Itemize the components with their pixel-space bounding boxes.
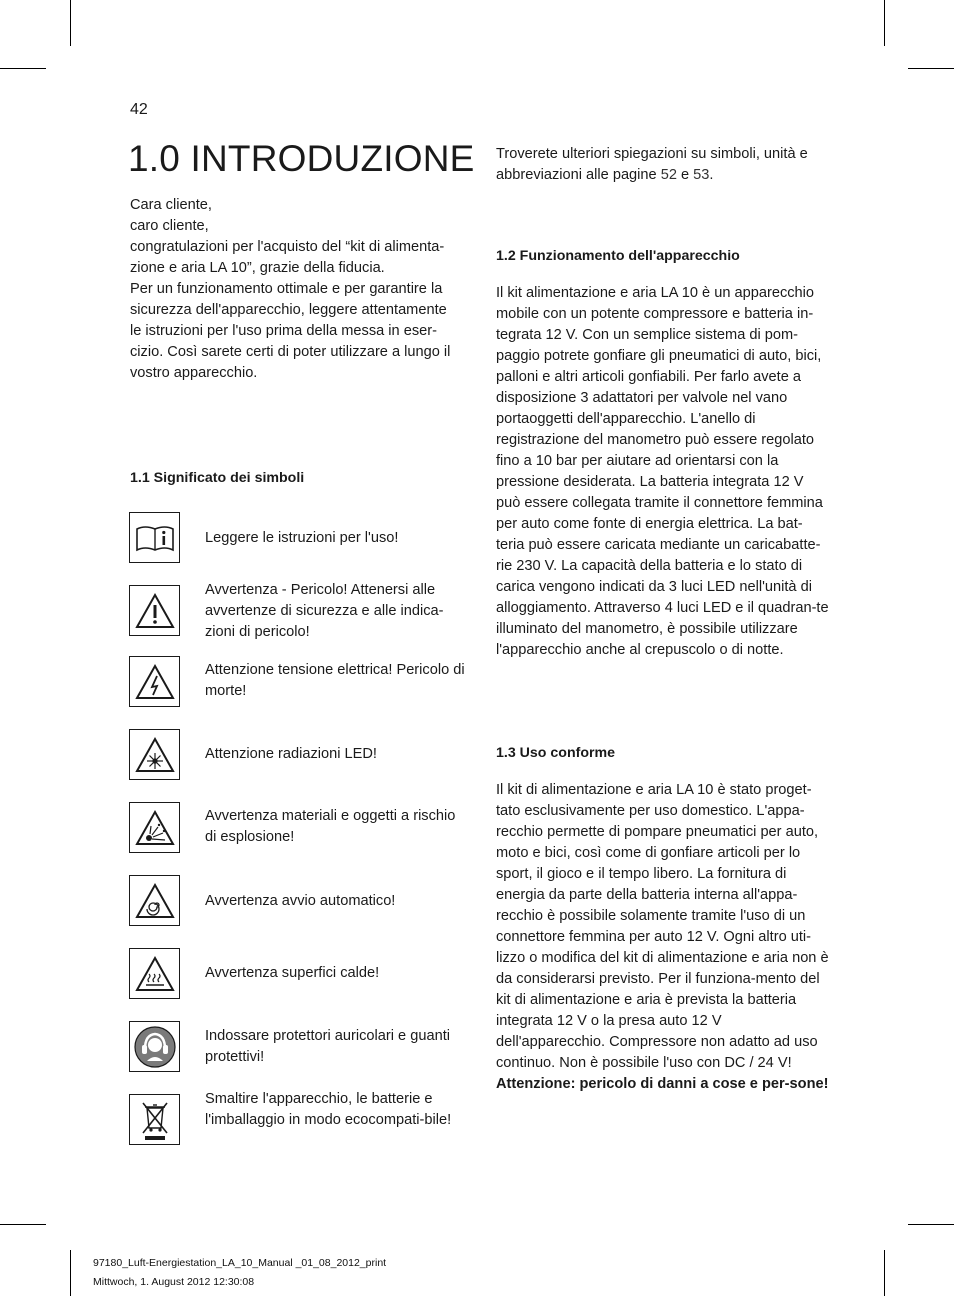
page-reference-link[interactable]: 52 xyxy=(660,167,677,183)
references-note xyxy=(496,144,830,186)
section-heading-function: 1.2 Funzionamento dell'apparecchio xyxy=(496,248,740,264)
intro-paragraph: congratulazioni per l'acquisto del “kit di alimenta-zione e aria LA 10”, grazie della fiducia. xyxy=(130,239,445,276)
symbol-row xyxy=(129,875,469,927)
crop-mark xyxy=(70,0,71,46)
page-title: 1.0 INTRODUZIONE xyxy=(128,138,475,179)
hot-surface-icon xyxy=(129,948,180,999)
function-body: Il kit alimentazione e aria LA 10 è un apparecchio mobile con un potente compressore e batteria in-tegrata 12 V. Con un semplice sistema di pom-paggio potrete gonfiare gli pneumatici di auto, bici, palloni e altri articoli gonfiabili. Per farlo avete a disposizione 3 adattatori per valvole nel vano portaoggetti dell'apparecchio. L'anello di registrazione del manometro può essere regolato fino a 10 bar per aiutare ad orientarsi con la pressione desiderata. La batteria integrata 12 V può essere collegata tramite il connettore femmina per auto come fonte di energia elettrica. La bat-teria può essere caricata mediante un caricabatte-rie 230 V. La capacità della batteria e lo stato di carica vengono indicati da 3 luci LED nell'unità di alloggiamento. Attraverso 4 luci LED e il quadran-te illuminato del manometro, è possibile utilizzare l'apparecchio anche al crepuscolo o di notte. xyxy=(496,285,829,658)
footer-timestamp: Mittwoch, 1. August 2012 12:30:08 xyxy=(93,1276,255,1288)
crop-mark xyxy=(70,1250,71,1296)
greeting-line: Cara cliente, xyxy=(130,197,212,213)
warning-text: Attenzione: pericolo di danni a cose e per-sone! xyxy=(496,1076,829,1092)
explosion-icon xyxy=(129,802,180,853)
crop-mark xyxy=(0,68,46,69)
symbol-description: Attenzione radiazioni LED! xyxy=(205,746,377,762)
symbol-description: Attenzione tensione elettrica! Pericolo di morte! xyxy=(205,662,465,699)
use-body xyxy=(496,780,830,1095)
crop-mark xyxy=(0,1224,46,1225)
references-text: . xyxy=(709,167,714,183)
symbol-row xyxy=(129,1021,469,1073)
references-text: e xyxy=(676,167,694,183)
symbol-description: Avvertenza materiali e oggetti a rischio di esplosione! xyxy=(205,808,456,845)
symbol-description: Smaltire l'apparecchio, le batterie e l'imballaggio in modo ecocompati-bile! xyxy=(205,1091,452,1128)
section-heading-symbols: 1.1 Significato dei simboli xyxy=(130,470,305,486)
symbol-row xyxy=(129,802,469,854)
crop-mark xyxy=(908,1224,954,1225)
footer-filename: 97180_Luft-Energiestation_LA_10_Manual _01_08_2012_print xyxy=(93,1257,387,1269)
symbol-description: Leggere le istruzioni per l'uso! xyxy=(205,530,399,546)
symbol-row xyxy=(129,729,469,781)
led-radiation-icon xyxy=(129,729,180,780)
symbol-row xyxy=(129,512,469,564)
page-number: 42 xyxy=(130,101,148,118)
page-reference-link[interactable]: 53 xyxy=(693,167,710,183)
symbol-row xyxy=(129,656,469,708)
symbol-description: Indossare protettori auricolari e guanti protettivi! xyxy=(205,1028,450,1065)
use-paragraph: Il kit di alimentazione e aria LA 10 è stato proget-tato esclusivamente per uso domestico. L'appa-recchio permette di pompare pneumatici per auto, moto e bici, così come di gonfiare articoli per lo sport, il gioco e il tempo libero. La fornitura di energia da parte della batteria interna all'appa-recchio è possibile solamente tramite l'uso di un connettore femmina per auto 12 V. Ogni altro uti-lizzo o modifica del kit di alimentazione e aria non è da considerarsi previsto. Per il funziona-mento del kit di alimentazione e aria è prevista la batteria integrata 12 V o la presa auto 12 V dell'apparecchio. Compressore non adatto ad uso continuo. Non è possibile l'uso con DC / 24 V! xyxy=(496,782,829,1071)
symbol-description: Avvertenza - Pericolo! Attenersi alle avvertenze di sicurezza e alle indica-zioni di pericolo! xyxy=(205,582,444,640)
greeting-line: caro cliente, xyxy=(130,218,209,234)
crop-mark xyxy=(908,68,954,69)
warning-exclamation-icon xyxy=(129,585,180,636)
references-text: Troverete ulteriori spiegazioni su simboli, unità e abbreviazioni alle pagine xyxy=(496,146,808,183)
crossed-bin-icon xyxy=(129,1094,180,1145)
crop-mark xyxy=(884,0,885,46)
intro-text xyxy=(130,195,460,384)
symbol-description: Avvertenza avvio automatico! xyxy=(205,893,396,909)
symbol-row xyxy=(129,1091,469,1146)
intro-paragraph: Per un funzionamento ottimale e per garantire la sicurezza dell'apparecchio, leggere attentamente le istruzioni per l'uso prima della messa in eser-cizio. Così sarete certi di poter utilizzare a lungo il vostro apparecchio. xyxy=(130,281,451,381)
manual-info-icon xyxy=(129,512,180,563)
electric-voltage-icon xyxy=(129,656,180,707)
symbol-row xyxy=(129,582,469,640)
section-heading-use: 1.3 Uso conforme xyxy=(496,745,616,761)
ear-protection-icon xyxy=(129,1021,180,1072)
auto-start-icon xyxy=(129,875,180,926)
symbol-description: Avvertenza superfici calde! xyxy=(205,965,380,981)
symbol-row xyxy=(129,948,469,1000)
crop-mark xyxy=(884,1250,885,1296)
